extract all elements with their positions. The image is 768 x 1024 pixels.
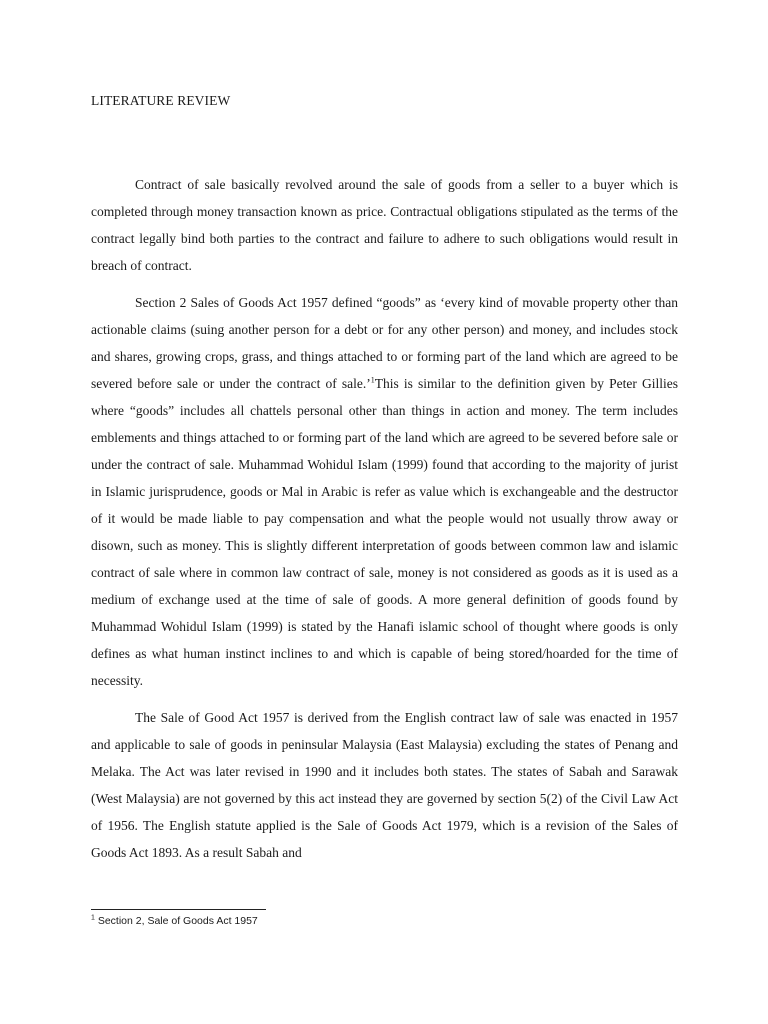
paragraph-1-text: Contract of sale basically revolved around the sale of goods from a seller to a buyer which is completed through money transaction known as price. Contractual obligations stipulated as the terms of the contract legally bind both parties to the contract and failure to adhere to such obligations would result in breach of contract. — [91, 177, 678, 273]
footnote-number: 1 — [91, 914, 95, 922]
paragraph-definition-of-goods — [91, 289, 678, 694]
footnote — [91, 915, 258, 927]
paragraph-contract-of-sale — [91, 171, 678, 279]
footnote-text: Section 2, Sale of Goods Act 1957 — [97, 915, 258, 927]
paragraph-3-text: The Sale of Good Act 1957 is derived from the English contract law of sale was enacted in 1957 and applicable to sale of goods in peninsular Malaysia (East Malaysia) excluding the states of Penang and Melaka. The Act was later revised in 1990 and it includes both states. The states of Sabah and Sarawak (West Malaysia) are not governed by this act instead they are governed by section 5(2) of the Civil Law Act of 1956. The English statute applied is the Sale of Goods Act 1979, which is a revision of the Sales of Goods Act 1893. As a result Sabah and — [91, 710, 678, 860]
footnote-reference[interactable]: 1 — [370, 375, 375, 385]
paragraph-2-text-start: Section 2 Sales of Goods Act 1957 defined “goods” as ‘every kind of movable property other than actionable claims (suing another person for a debt or for any other person) and money, and includes stock and shares, growing crops, grass, and things attached to or forming part of the land which are agreed to be severed before sale or under the contract of sale.’ — [91, 295, 678, 391]
paragraph-2-text-end: This is similar to the definition given by Peter Gillies where “goods” includes all chattels personal other than things in action and money. The term includes emblements and things attached to or forming part of the land which are agreed to be severed before sale or under the contract of sale. Muhammad Wohidul Islam (1999) found that according to the majority of jurist in Islamic jurisprudence, goods or Mal in Arabic is refer as value which is exchangeable and the destructor of it would be made liable to pay compensation and what the people would not usually throw away or disown, such as money. This is slightly different interpretation of goods between common law and islamic contract of sale where in common law contract of sale, money is not considered as goods as it is used as a medium of exchange used at the time of sale of goods. A more general definition of goods found by Muhammad Wohidul Islam (1999) is stated by the Hanafi islamic school of thought where goods is only defines as what human instinct inclines to and which is capable of being stored/hoarded for the time of necessity. — [91, 376, 678, 688]
body-text — [91, 171, 678, 876]
footnote-separator — [91, 909, 266, 910]
section-heading: LITERATURE REVIEW — [91, 93, 231, 108]
paragraph-sale-of-goods-act — [91, 704, 678, 866]
